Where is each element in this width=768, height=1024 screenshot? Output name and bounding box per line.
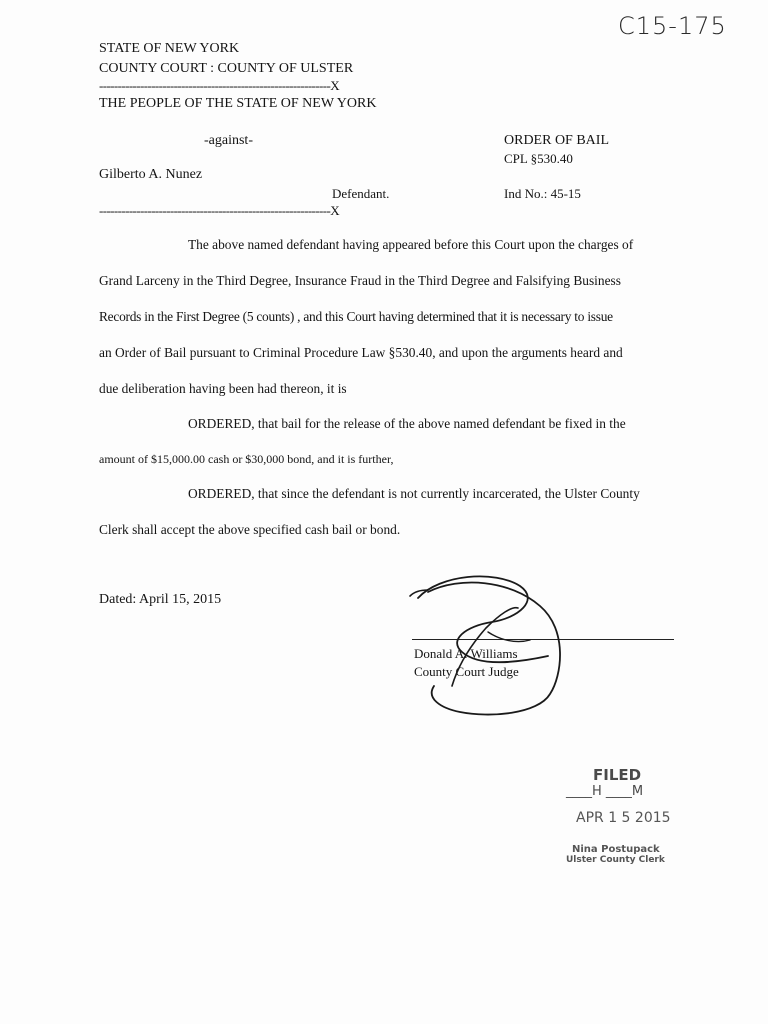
handwritten-signature	[400, 566, 580, 726]
caption-against: -against-	[204, 133, 253, 148]
caption-people: THE PEOPLE OF THE STATE OF NEW YORK	[99, 96, 377, 111]
handwritten-case-number: C15-175	[618, 12, 727, 40]
order-title: ORDER OF BAIL	[504, 133, 610, 148]
defendant-name: Gilberto A. Nunez	[99, 167, 203, 182]
filed-stamp-label: FILED	[593, 766, 642, 784]
body-p1-line5: due deliberation having been had thereon, it is	[99, 381, 347, 396]
judge-title: County Court Judge	[414, 664, 519, 679]
judge-name: Donald A. Williams	[414, 646, 518, 661]
body-p1-line3: Records in the First Degree (5 counts) , and this Court having determined that it is necessary to issue	[99, 309, 613, 324]
filed-stamp-date: APR 1 5 2015	[576, 810, 671, 826]
index-number: Ind No.: 45-15	[504, 186, 581, 201]
body-p1-line2: Grand Larceny in the Third Degree, Insurance Fraud in the Third Degree and Falsifying Business	[99, 273, 621, 288]
body-p2-line1: ORDERED, that bail for the release of the above named defendant be fixed in the	[188, 416, 626, 431]
filed-stamp-clerk-title: Ulster County Clerk	[566, 855, 665, 865]
dated-line: Dated: April 15, 2015	[99, 592, 222, 607]
body-p1-line4: an Order of Bail pursuant to Criminal Procedure Law §530.40, and upon the arguments heard and	[99, 345, 623, 360]
filed-stamp-clerk-name: Nina Postupack	[572, 844, 660, 855]
caption-state: STATE OF NEW YORK	[99, 41, 240, 56]
body-p3-line2: Clerk shall accept the above specified cash bail or bond.	[99, 522, 401, 537]
filed-stamp-time: ____H ____M	[566, 784, 644, 799]
body-p1-line1: The above named defendant having appeared before this Court upon the charges of	[188, 237, 634, 252]
caption-bottom-rule: --------------------------------------------------------------X	[99, 203, 339, 218]
order-statute: CPL §530.40	[504, 151, 573, 166]
defendant-label: Defendant.	[332, 186, 390, 201]
body-p3-line1: ORDERED, that since the defendant is not currently incarcerated, the Ulster County	[188, 486, 640, 501]
caption-court: COUNTY COURT : COUNTY OF ULSTER	[99, 61, 354, 76]
caption-top-rule: --------------------------------------------------------------X	[99, 78, 339, 93]
body-p2-line2: amount of $15,000.00 cash or $30,000 bond, and it is further,	[99, 452, 394, 466]
